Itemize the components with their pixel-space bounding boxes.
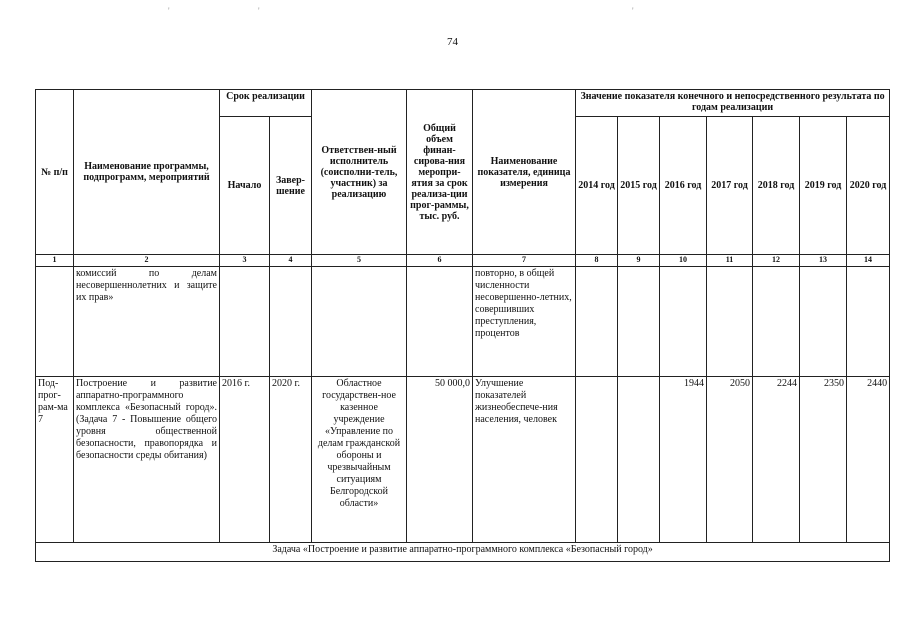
row-value: [576, 377, 618, 543]
row-end: 2020 г.: [270, 377, 312, 543]
column-number: 12: [753, 255, 800, 267]
row-start: 2016 г.: [220, 377, 270, 543]
row-value: 2050: [707, 377, 753, 543]
header-year: 2014 год: [576, 117, 618, 255]
header-period-group: Срок реализации: [220, 90, 312, 117]
task-title: Задача «Построение и развитие аппаратно-программного комплекса «Безопасный город»: [36, 543, 890, 562]
header-year: 2017 год: [707, 117, 753, 255]
header-executor: Ответствен-ный исполнитель (соисполни-тель, участник) за реализацию: [312, 90, 407, 255]
column-number: 9: [618, 255, 660, 267]
header-year: 2016 год: [660, 117, 707, 255]
column-number: 2: [74, 255, 220, 267]
column-number: 14: [847, 255, 890, 267]
page-number: 74: [447, 36, 458, 48]
row-executor: [312, 267, 407, 377]
row-value: [660, 267, 707, 377]
row-value: [800, 267, 847, 377]
column-number: 6: [407, 255, 473, 267]
column-number: 11: [707, 255, 753, 267]
row-value: [847, 267, 890, 377]
column-number: 10: [660, 255, 707, 267]
header-values-group: Значение показателя конечного и непосредственного результата по годам реализации: [576, 90, 890, 117]
column-number-row: [36, 255, 890, 267]
table-row: [36, 377, 890, 543]
row-funding: 50 000,0: [407, 377, 473, 543]
row-funding: [407, 267, 473, 377]
row-start: [220, 267, 270, 377]
row-indicator: Улучшение показателей жизнеобеспече-ния населения, человек: [473, 377, 576, 543]
task-row: [36, 543, 890, 562]
row-value: 2244: [753, 377, 800, 543]
header-name: Наименование программы, подпрограмм, мероприятий: [74, 90, 220, 255]
row-value: 2440: [847, 377, 890, 543]
scan-mark: ': [168, 6, 170, 16]
row-executor: Областное государствен-ное казенное учреждение «Управление по делам гражданской обороны и чрезвычайным ситуациям Белгородской области»: [312, 377, 407, 543]
header-year: 2020 год: [847, 117, 890, 255]
table-row: [36, 267, 890, 377]
program-table: [35, 89, 890, 562]
header-indicator: Наименование показателя, единица измерения: [473, 90, 576, 255]
row-value: [618, 267, 660, 377]
header-end: Завер-шение: [270, 117, 312, 255]
row-value: 2350: [800, 377, 847, 543]
header-year: 2018 год: [753, 117, 800, 255]
row-value: [707, 267, 753, 377]
header-year: 2015 год: [618, 117, 660, 255]
column-number: 3: [220, 255, 270, 267]
column-number: 4: [270, 255, 312, 267]
column-number: 1: [36, 255, 74, 267]
column-number: 7: [473, 255, 576, 267]
scan-mark: ': [632, 6, 634, 16]
header-year: 2019 год: [800, 117, 847, 255]
row-value: [618, 377, 660, 543]
scan-mark: ': [258, 6, 260, 16]
row-end: [270, 267, 312, 377]
row-value: [576, 267, 618, 377]
row-value: [753, 267, 800, 377]
row-name: Построение и развитие аппаратно-программного комплекса «Безопасный город». (Задача 7 - Повышение общего уровня общественной безопасности, правопорядка и безопасности среды обитания): [74, 377, 220, 543]
row-indicator: повторно, в общей численности несовершенно-летних, совершивших преступления, процентов: [473, 267, 576, 377]
header-start: Начало: [220, 117, 270, 255]
header-funding: Общий объем финан-сирова-ния меропри-ятия за срок реализа-ции прог-раммы, тыс. руб.: [407, 90, 473, 255]
row-name: комиссий по делам несовершеннолетних и защите их прав»: [74, 267, 220, 377]
header-row-1: [36, 90, 890, 117]
row-num: [36, 267, 74, 377]
row-value: 1944: [660, 377, 707, 543]
header-num: № п/п: [36, 90, 74, 255]
column-number: 8: [576, 255, 618, 267]
column-number: 13: [800, 255, 847, 267]
row-num: Под-прог-рам-ма 7: [36, 377, 74, 543]
column-number: 5: [312, 255, 407, 267]
